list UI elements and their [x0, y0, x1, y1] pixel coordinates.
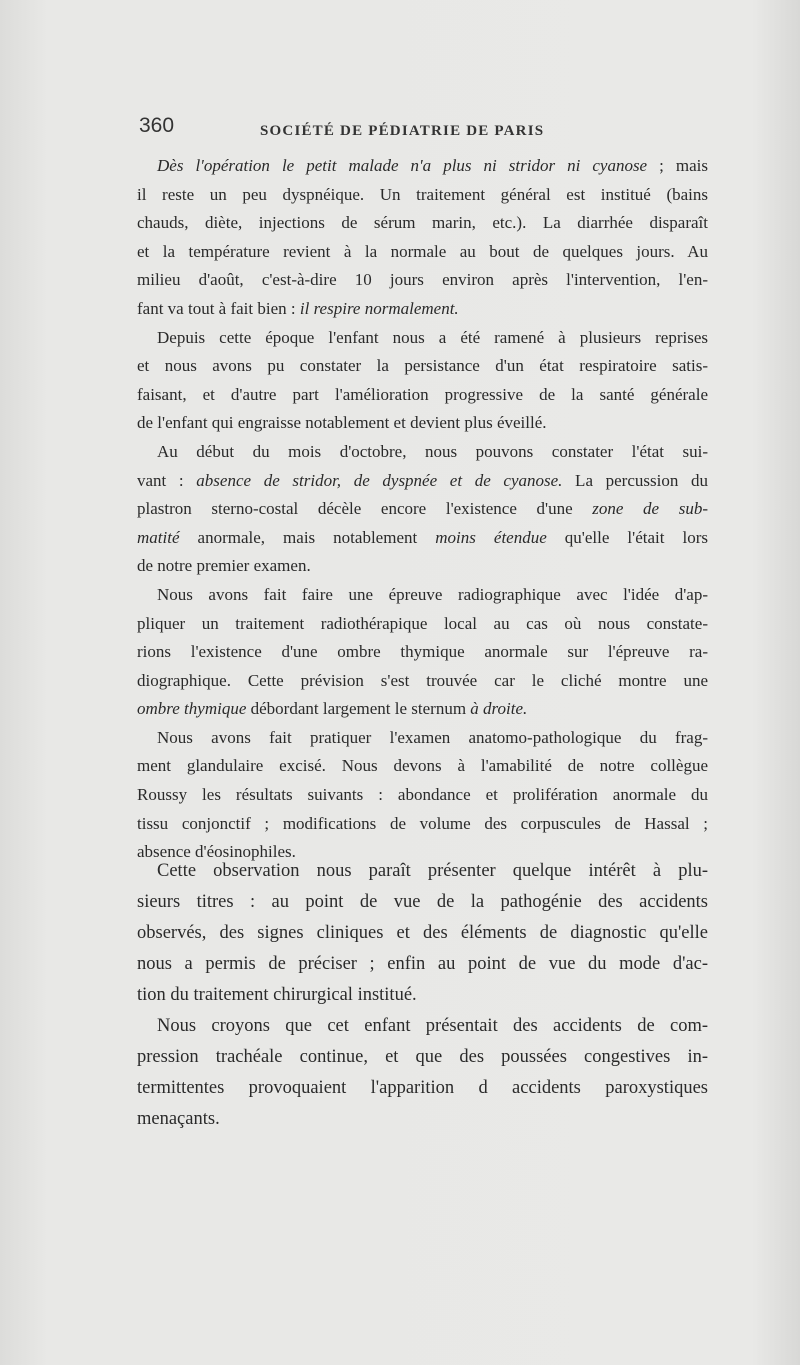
text-span: qu'elle l'était lors — [546, 527, 708, 547]
text-span: sieurs titres : au point de vue de la pathogénie des accidents — [137, 892, 708, 912]
text-span: La percussion du — [562, 470, 708, 490]
italic-text: à droite. — [470, 699, 528, 719]
text-line — [137, 581, 708, 610]
text-span: Cette observation nous paraît présenter quelque intérêt à plu- — [157, 861, 708, 881]
text-line — [137, 610, 708, 639]
text-span: de notre premier examen. — [137, 556, 311, 576]
body-text-large — [137, 856, 708, 1135]
text-line — [137, 781, 708, 810]
italic-text: matité — [137, 527, 180, 547]
text-line — [137, 810, 708, 839]
text-line — [137, 638, 708, 667]
text-line — [137, 409, 708, 438]
text-span: diographique. Cette prévision s'est trouvée car le cliché montre une — [137, 670, 708, 690]
text-line — [137, 152, 708, 181]
text-line — [137, 724, 708, 753]
text-span: anormale, mais notablement — [179, 527, 436, 547]
text-line — [137, 980, 708, 1011]
text-line — [137, 667, 708, 696]
text-line — [137, 949, 708, 980]
text-span: observés, des signes cliniques et des éléments de diagnostic qu'elle — [137, 923, 708, 943]
text-span: débordant largement le sternum — [246, 699, 471, 719]
text-span: Roussy les résultats suivants : abondance et prolifération anormale du — [137, 785, 708, 805]
text-span: termittentes provoquaient l'apparition d accidents paroxystiques — [137, 1078, 708, 1098]
text-span: vant : — [137, 470, 197, 490]
text-span: nous a permis de préciser ; enfin au point de vue du mode d'ac- — [137, 954, 708, 974]
text-span: pression trachéale continue, et que des poussées congestives in- — [137, 1047, 708, 1067]
text-line — [137, 324, 708, 353]
text-span: et nous avons pu constater la persistance d'un état respiratoire satis- — [137, 356, 708, 376]
italic-text: moins étendue — [435, 527, 547, 547]
text-line — [137, 552, 708, 581]
text-line — [137, 352, 708, 381]
text-line — [137, 887, 708, 918]
text-line — [137, 238, 708, 267]
text-line — [137, 1011, 708, 1042]
text-line — [137, 495, 708, 524]
page-number: 360 — [139, 114, 175, 137]
italic-text: absence de stridor, de dyspnée et de cyanose. — [196, 470, 563, 490]
text-line — [137, 1073, 708, 1104]
text-span: ; mais — [647, 156, 708, 175]
text-span: fant va tout à fait bien : — [137, 298, 300, 318]
running-title: SOCIÉTÉ DE PÉDIATRIE DE PARIS — [260, 123, 545, 139]
text-line — [137, 209, 708, 238]
text-line — [137, 295, 708, 324]
italic-text: ombre thymique — [137, 699, 247, 719]
text-line — [137, 266, 708, 295]
text-line — [137, 381, 708, 410]
text-span: et la température revient à la normale au bout de quelques jours. Au — [137, 241, 708, 261]
text-span: faisant, et d'autre part l'amélioration progressive de la santé générale — [137, 384, 708, 404]
text-span: ment glandulaire excisé. Nous devons à l'amabilité de notre collègue — [137, 756, 708, 776]
text-span: Depuis cette époque l'enfant nous a été ramené à plusieurs reprises — [157, 327, 708, 347]
text-line — [137, 918, 708, 949]
text-span: tissu conjonctif ; modifications de volume des corpuscules de Hassal ; — [137, 813, 708, 833]
text-line — [137, 1042, 708, 1073]
text-span: Nous avons fait faire une épreuve radiographique avec l'idée d'ap- — [157, 584, 708, 604]
text-span: de l'enfant qui engraisse notablement et devient plus éveillé. — [137, 413, 547, 433]
text-span: tion du traitement chirurgical institué. — [137, 985, 417, 1005]
text-span: il reste un peu dyspnéique. Un traitement général est institué (bains — [137, 184, 708, 204]
text-span: Nous croyons que cet enfant présentait des accidents de com- — [157, 1016, 708, 1036]
italic-text: Dès l'opération le petit malade n'a plus ni stridor ni cyanose — [157, 156, 648, 175]
text-line — [137, 438, 708, 467]
italic-text: il respire normalement. — [299, 298, 459, 318]
text-span: milieu d'août, c'est-à-dire 10 jours environ après l'intervention, l'en- — [137, 270, 708, 290]
text-line — [137, 467, 708, 496]
text-span: absence d'éosinophiles. — [137, 842, 296, 862]
text-span: chauds, diète, injections de sérum marin, etc.). La diarrhée disparaît — [137, 213, 708, 233]
text-line — [137, 752, 708, 781]
body-text-small — [137, 152, 708, 867]
text-line — [137, 1104, 708, 1135]
text-span: pliquer un traitement radiothérapique local au cas où nous constate- — [137, 613, 708, 633]
italic-text: zone de sub- — [592, 499, 709, 519]
text-span: Nous avons fait pratiquer l'examen anatomo-pathologique du frag- — [157, 727, 708, 747]
text-line — [137, 181, 708, 210]
text-span: plastron sterno-costal décèle encore l'existence d'une — [137, 499, 593, 519]
text-span: menaçants. — [137, 1109, 220, 1129]
text-span: rions l'existence d'une ombre thymique anormale sur l'épreuve ra- — [137, 642, 708, 662]
text-span: Au début du mois d'octobre, nous pouvons constater l'état sui- — [157, 441, 708, 461]
text-line — [137, 695, 708, 724]
text-line — [137, 524, 708, 553]
text-line — [137, 856, 708, 887]
